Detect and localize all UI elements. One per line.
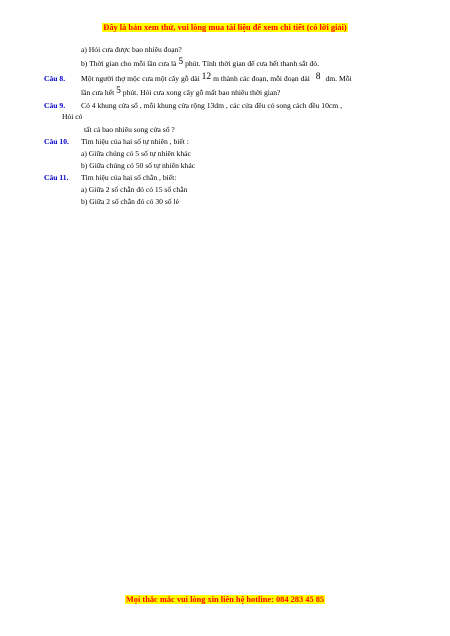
question-8-text-end: dm. Mỗi: [325, 74, 352, 83]
preview-notice-text: Đây là bản xem thử, vui lòng mua tài liệu để xem chi tiết (có lời giải): [103, 23, 347, 32]
question-9-line-2: Hỏi có: [62, 112, 83, 121]
question-7b-text-end: phút. Tính thời gian để cưa hết thanh sắt đó.: [185, 59, 319, 68]
question-8-line-1: [81, 74, 352, 84]
question-9-line-3: tất cả bao nhiêu song cửa sổ ?: [84, 125, 175, 134]
question-7b: [81, 59, 319, 69]
question-8-text-mid: m thành các đoạn, mỗi đoạn dài: [213, 74, 310, 83]
question-11a: a) Giữa 2 số chẵn đó có 15 số chẵn: [81, 185, 188, 194]
question-11-label: Câu 11.: [44, 173, 69, 182]
question-8-label: Câu 8.: [44, 74, 66, 83]
question-10a: a) Giữa chúng có 5 số tự nhiên khác: [81, 149, 191, 158]
question-10-text: Tìm hiệu của hai số tự nhiên , biết :: [81, 137, 189, 146]
question-8-line-2-start: lần cưa hết: [81, 88, 115, 97]
question-8-text-start: Một người thợ mộc cưa một cây gỗ dài: [81, 74, 200, 83]
question-10b: b) Giữa chúng có 50 số tự nhiên khác: [81, 161, 196, 170]
question-8-line-2-end: phút. Hỏi cưa xong cây gỗ mất bao nhiêu thời gian?: [122, 88, 281, 97]
question-7b-number: 5: [178, 57, 184, 67]
question-8-length-m: 12: [201, 72, 212, 82]
question-8-minutes: 5: [116, 86, 121, 96]
question-7b-text-start: b) Thời gian cho mỗi lần cưa là: [81, 59, 177, 68]
question-8-length-dm: 8: [315, 72, 321, 82]
question-11b: b) Giữa 2 số chẵn đó có 30 số lẻ: [81, 197, 179, 206]
question-9-label: Câu 9.: [44, 101, 66, 110]
hotline-text: Mọi thắc mắc vui lòng xin liên hệ hotline: 084 283 45 85: [125, 595, 325, 604]
question-10-label: Câu 10.: [44, 137, 69, 146]
question-8-line-2: [81, 88, 280, 98]
hotline-banner: [0, 594, 450, 605]
question-9-line-1: Có 4 khung cửa sổ , mỗi khung cửa rộng 13dm , các cửa đều có song cách đều 10cm ,: [81, 101, 342, 110]
question-7a: a) Hỏi cưa được bao nhiêu đoạn?: [81, 45, 182, 54]
preview-notice-banner: [0, 22, 450, 33]
question-11-text: Tìm hiệu của hai số chẵn , biết:: [81, 173, 177, 182]
